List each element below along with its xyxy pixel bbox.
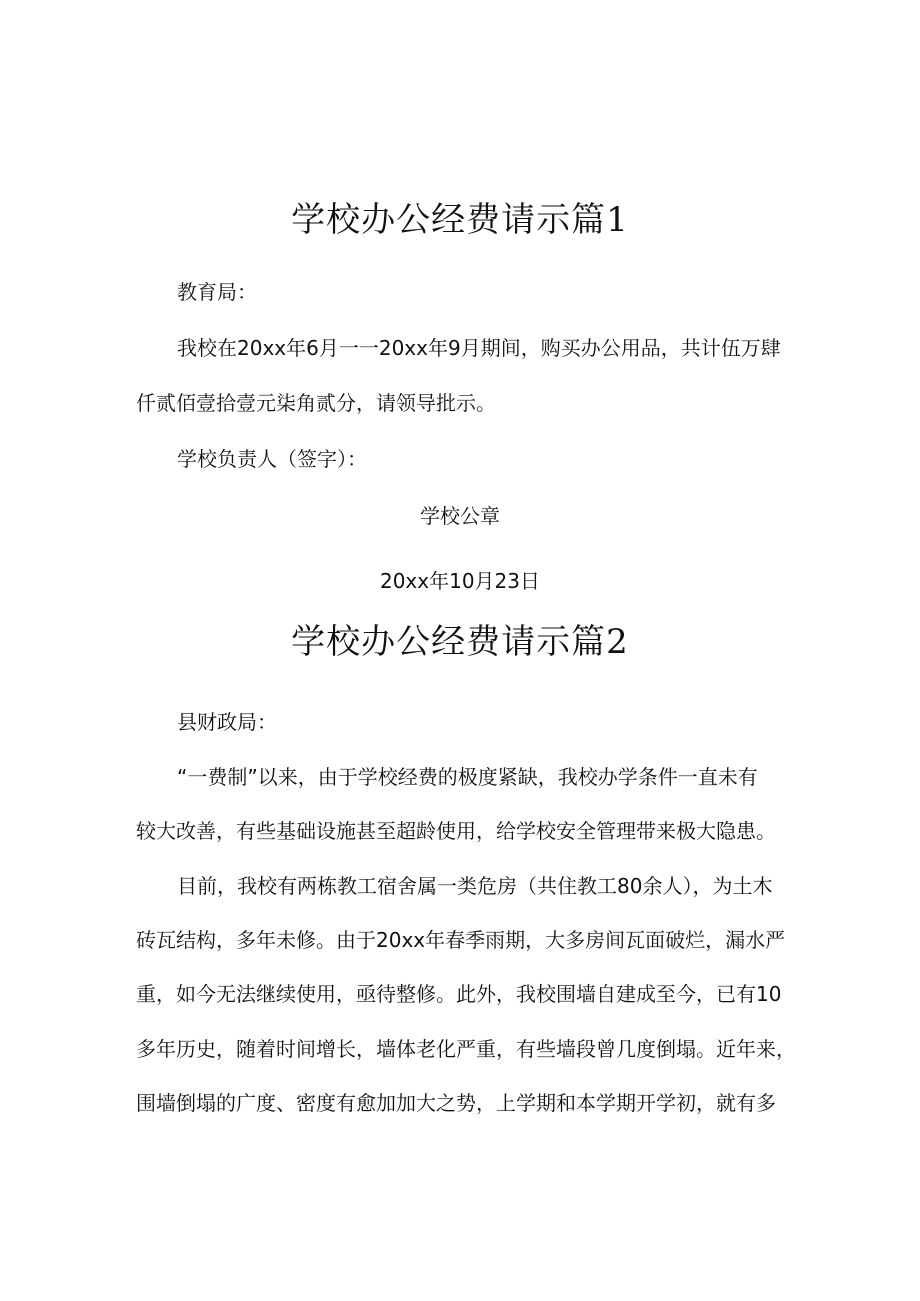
section2-title: 学校办公经费请示篇2 bbox=[291, 622, 629, 662]
signer-label: 学校负责人（签字）： bbox=[177, 447, 367, 471]
seal-label: 学校公章 bbox=[420, 504, 500, 528]
section1-body-line: 我校在20xx年6月一一20xx年9月期间，购买办公用品，共计伍万肆 bbox=[177, 336, 781, 360]
section2-paragraph2-line: 多年历史，随着时间增长，墙体老化严重，有些墙段曾几度倒塌。近年来， bbox=[136, 1037, 796, 1061]
section1-body-line: 仟贰佰壹拾壹元柒角贰分，请领导批示。 bbox=[136, 391, 496, 415]
section1-salutation: 教育局： bbox=[177, 280, 257, 304]
section2-salutation: 县财政局： bbox=[177, 710, 277, 734]
section2-paragraph2-line: 重，如今无法继续使用，亟待整修。此外，我校围墙自建成至今，已有10 bbox=[136, 982, 782, 1006]
section2-paragraph1-line: “一费制”以来，由于学校经费的极度紧缺，我校办学条件一直未有 bbox=[177, 765, 758, 789]
section2-paragraph1-line: 较大改善，有些基础设施甚至超龄使用，给学校安全管理带来极大隐患。 bbox=[136, 819, 776, 843]
section2-paragraph2-line: 砖瓦结构，多年未修。由于20xx年春季雨期，大多房间瓦面破烂，漏水严 bbox=[136, 928, 786, 952]
section2-paragraph2-line: 目前，我校有两栋教工宿舍属一类危房（共住教工80余人），为土木 bbox=[177, 874, 773, 898]
section2-paragraph2-line: 围墙倒塌的广度、密度有愈加加大之势，上学期和本学期开学初，就有多 bbox=[136, 1091, 776, 1115]
section1-title: 学校办公经费请示篇1 bbox=[291, 200, 629, 240]
date-line: 20xx年10月23日 bbox=[379, 569, 541, 593]
